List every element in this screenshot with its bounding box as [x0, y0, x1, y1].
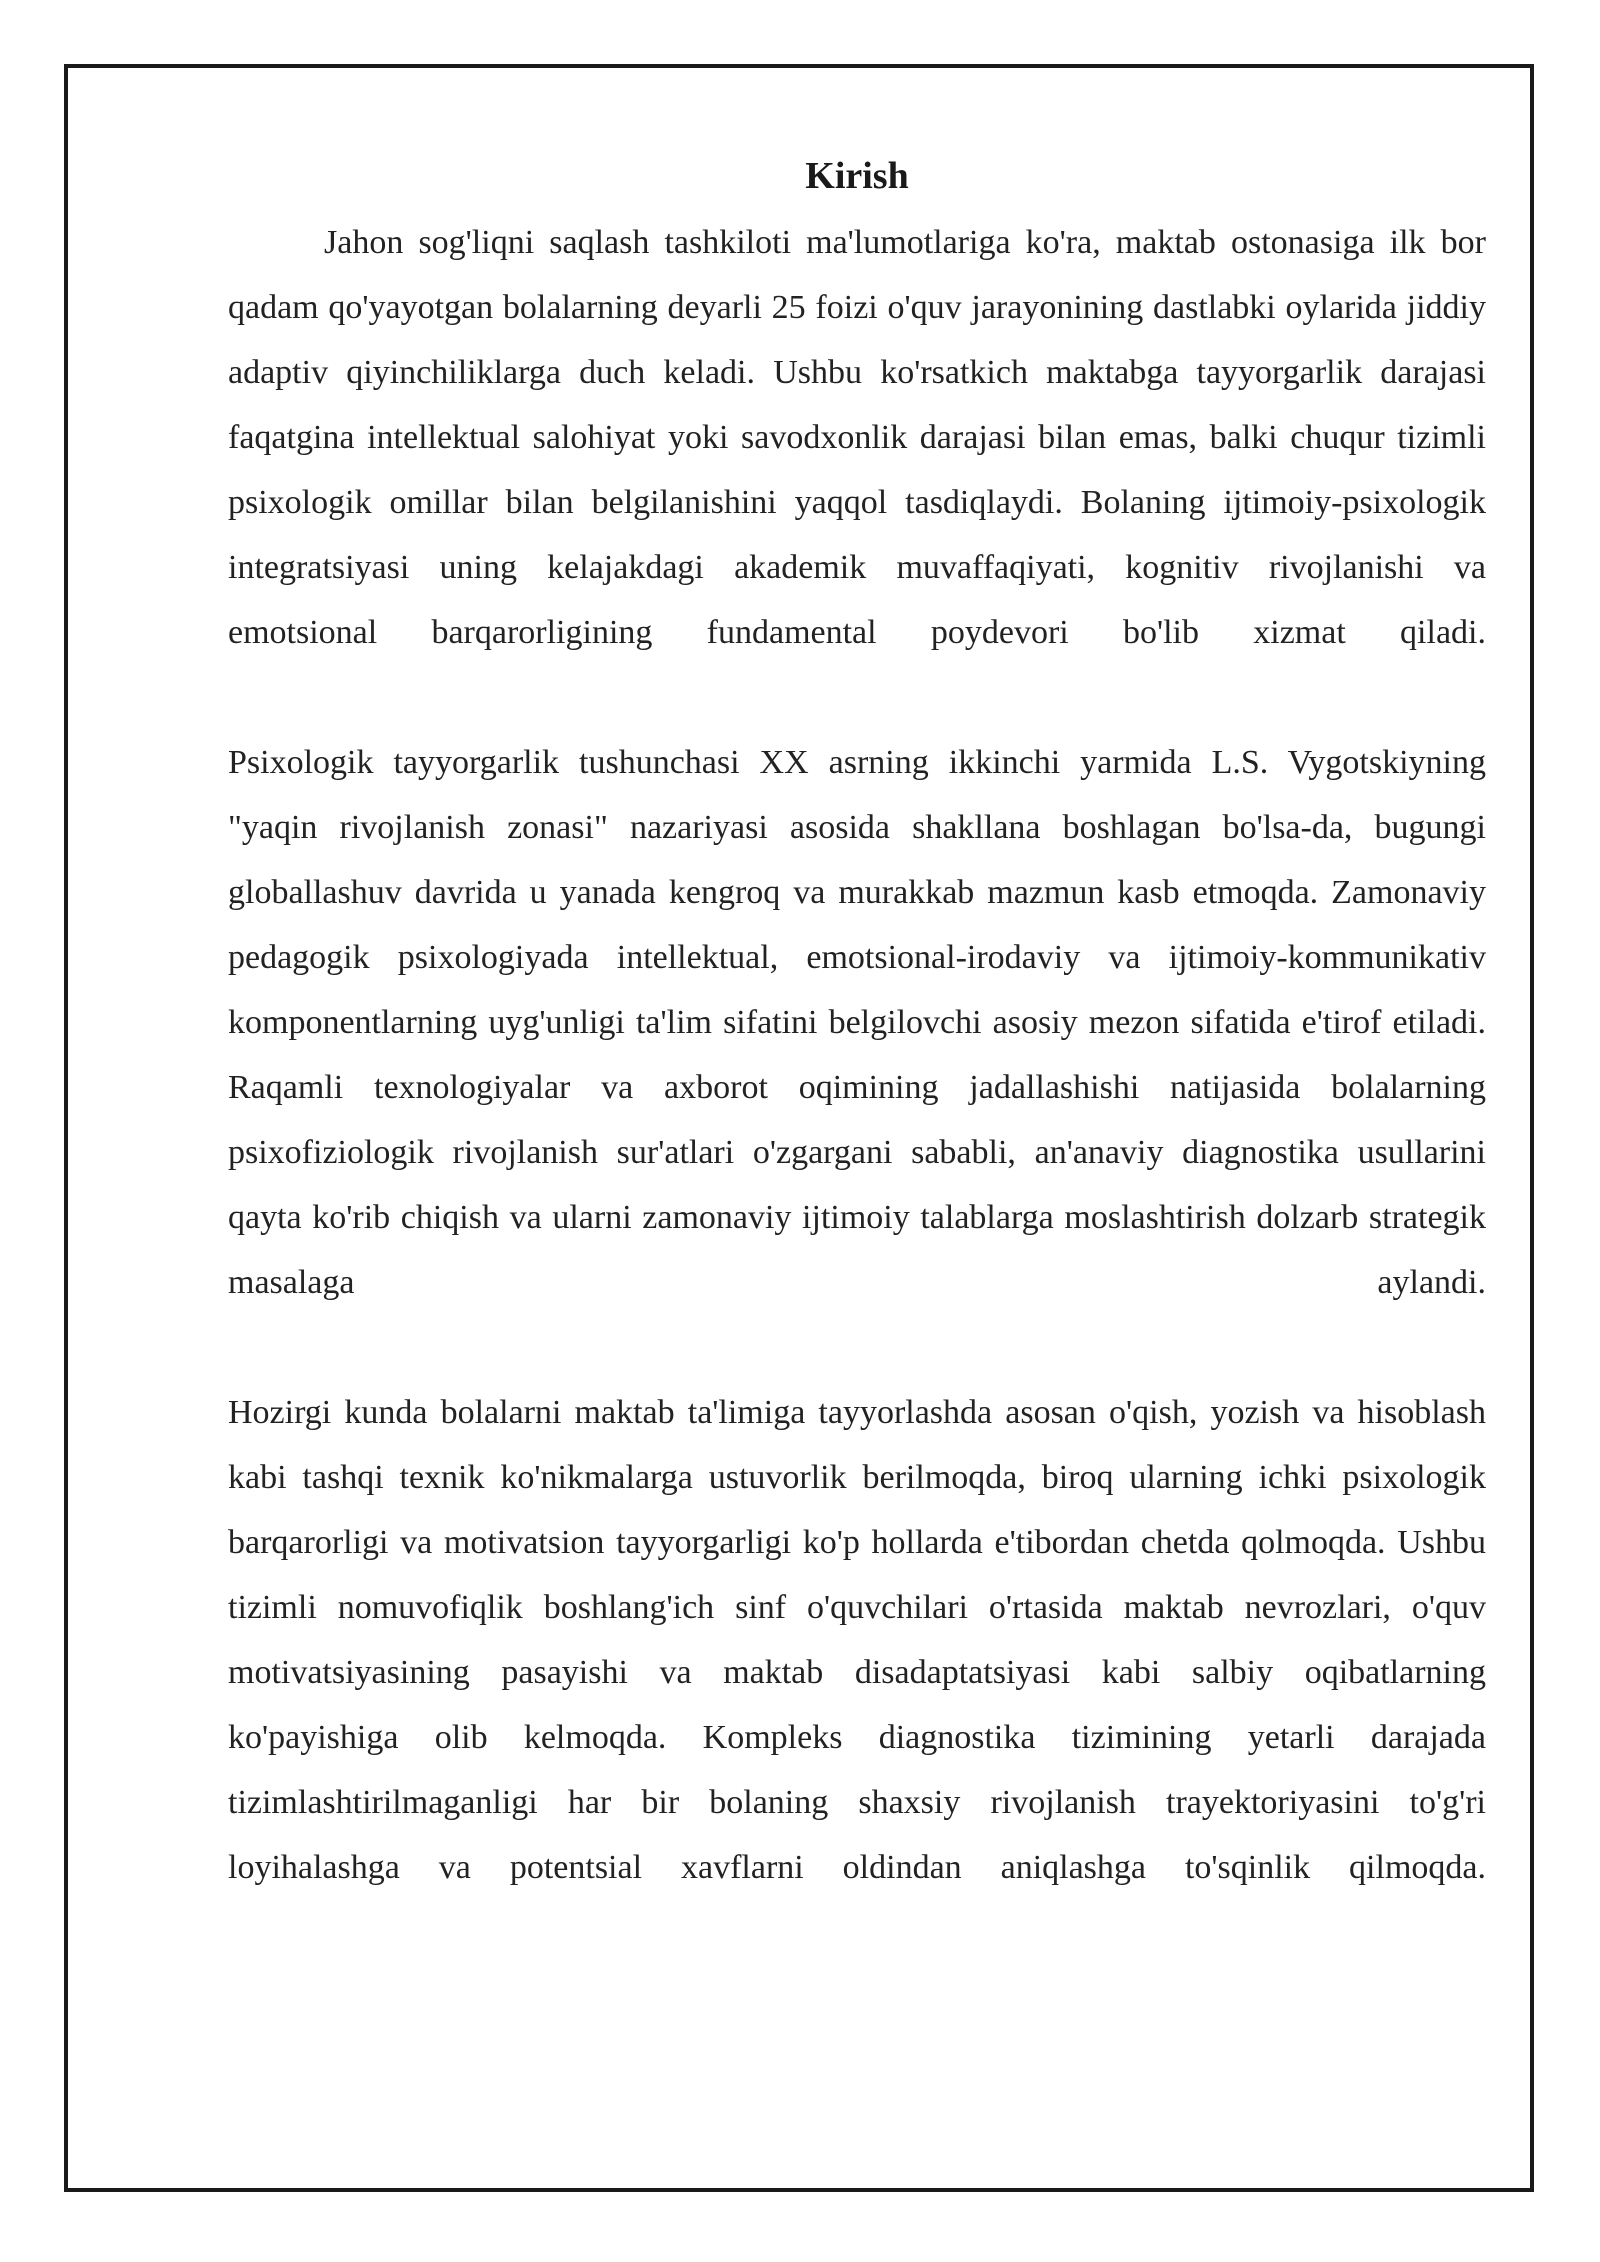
paragraph-1: Jahon sog'liqni saqlash tashkiloti ma'lumotlariga ko'ra, maktab ostonasiga ilk bor qadam qo'yayotgan bolalarning deyarli 25 foizi o'quv jarayonining dastlabki oylarida jiddiy adaptiv qiyinchiliklarga duch keladi. Ushbu ko'rsatkich maktabga tayyorgarlik darajasi faqatgina intellektual salohiyat yoki savodxonlik darajasi bilan emas, balki chuqur tizimli psixologik omillar bilan belgilanishini yaqqol tasdiqlaydi. Bolaning ijtimoiy-psixologik integratsiyasi uning kelajakdagi akademik muvaffaqiyati, kognitiv rivojlanishi va emotsional barqarorligining fundamental poydevori bo'lib xizmat qiladi. — [228, 224, 1486, 651]
document-body — [228, 150, 1486, 1965]
paragraph-3: Hozirgi kunda bolalarni maktab ta'limiga tayyorlashda asosan o'qish, yozish va hisoblash kabi tashqi texnik ko'nikmalarga ustuvorlik berilmoqda, biroq ularning ichki psixologik barqarorligi va motivatsion tayyorgarligi ko'p hollarda e'tibordan chetda qolmoqda. Ushbu tizimli nomuvofiqlik boshlang'ich sinf o'quvchilari o'rtasida maktab nevrozlari, o'quv motivatsiyasining pasayishi va maktab disadaptatsiyasi kabi salbiy oqibatlarning ko'payishiga olib kelmoqda. Kompleks diagnostika tizimining yetarli darajada tizimlashtirilmaganligi har bir bolaning shaxsiy rivojlanish trayektoriyasini to'g'ri loyihalashga va potentsial xavflarni oldindan aniqlashga to'sqinlik qilmoqda. — [228, 1394, 1486, 1886]
paragraph-2: Psixologik tayyorgarlik tushunchasi XX asrning ikkinchi yarmida L.S. Vygotskiyning "yaqin rivojlanish zonasi" nazariyasi asosida shakllana boshlagan bo'lsa-da, bugungi globallashuv davrida u yanada kengroq va murakkab mazmun kasb etmoqda. Zamonaviy pedagogik psixologiyada intellektual, emotsional-irodaviy va ijtimoiy-kommunikativ komponentlarning uyg'unligi ta'lim sifatini belgilovchi asosiy mezon sifatida e'tirof etiladi. Raqamli texnologiyalar va axborot oqimining jadallashishi natijasida bolalarning psixofiziologik rivojlanish sur'atlari o'zgargani sababli, an'anaviy diagnostika usullarini qayta ko'rib chiqish va ularni zamonaviy ijtimoiy talablarga moslashtirish dolzarb strategik masalaga aylandi. — [228, 744, 1486, 1301]
document-title: Kirish — [805, 155, 909, 197]
